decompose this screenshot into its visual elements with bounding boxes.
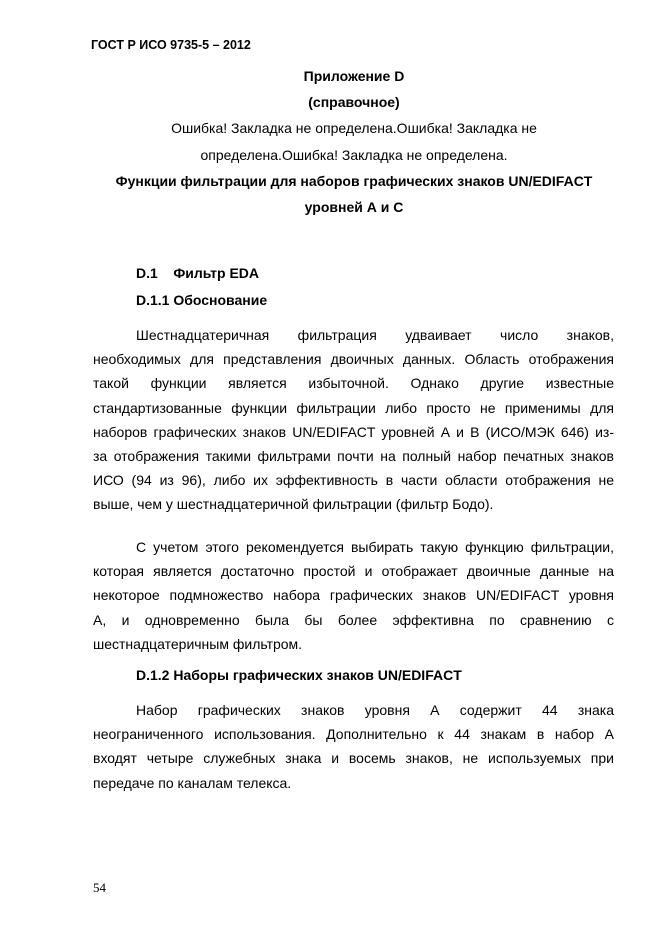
paragraph-line: выше, чем у шестнадцатеричной фильтрации (фильтр Бодо). (93, 496, 494, 513)
paragraph-line: которая является достаточно простой и отображает двоичные данные на (93, 563, 614, 580)
paragraph-line: Шестнадцатеричная фильтрация удваивает число знаков, (136, 327, 614, 343)
annex-heading-line-2: уровней А и С (304, 199, 404, 215)
paragraph-character-sets (93, 698, 614, 795)
annex-title: Приложение D (303, 68, 405, 84)
paragraph-line: необходимых для представления двоичных данных. Область отображения (93, 351, 614, 368)
paragraph-line: за отображения такими фильтрами почти на полный набор печатных знаков (93, 448, 614, 465)
paragraph-line: неограниченного использования. Дополнительно к 44 знакам в набор А (93, 726, 614, 743)
paragraph-line: С учетом этого рекомендуется выбирать такую функцию фильтрации, (136, 539, 614, 555)
paragraph-line: некоторое подмножество набора графических знаков UN/EDIFACT уровня (93, 587, 614, 604)
document-header: ГОСТ Р ИСО 9735-5 – 2012 (91, 38, 251, 52)
paragraph-line: шестнадцатеричным фильтром. (93, 635, 303, 652)
annex-type: (справочное) (308, 94, 400, 110)
section-heading-d1-2: D.1.2 Наборы графических знаков UN/EDIFACT (136, 667, 462, 683)
paragraph-line: А, и одновременно была бы более эффективна по сравнению с (93, 611, 614, 628)
paragraph-line: входят четыре служебных знака и восемь знаков, не используемых при (93, 750, 614, 767)
paragraph-recommendation (93, 535, 614, 656)
page-number: 54 (93, 880, 106, 895)
error-text-line-1: Ошибка! Закладка не определена.Ошибка! Закладка не (171, 120, 537, 136)
paragraph-line: такой функции является избыточной. Однако другие известные (93, 375, 614, 392)
section-heading-d1-1: D.1.1 Обоснование (136, 292, 268, 308)
paragraph-line: Набор графических знаков уровня А содержит 44 знака (136, 702, 614, 718)
paragraph-line: стандартизованные функции фильтрации либо просто не применимы для (93, 399, 614, 416)
paragraph-line: передаче по каналам телекса. (93, 774, 292, 791)
annex-heading-line-1: Функции фильтрации для наборов графических знаков UN/EDIFACT (115, 173, 593, 189)
error-text-line-2: определена.Ошибка! Закладка не определена. (200, 147, 508, 163)
paragraph-rationale (93, 323, 614, 517)
section-heading-d1: D.1 Фильтр EDA (136, 265, 260, 281)
paragraph-line: ИСО (94 из 96), либо их эффективность в части области отображения не (93, 472, 614, 489)
paragraph-line: наборов графических знаков UN/EDIFACT уровней А и В (ИСО/МЭК 646) из- (93, 423, 614, 440)
